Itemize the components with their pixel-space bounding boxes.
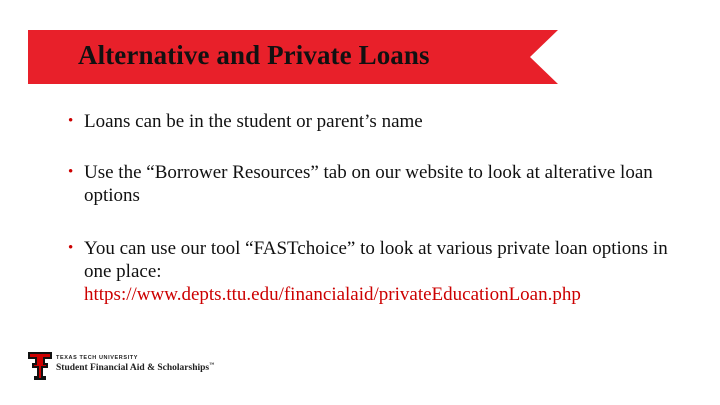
bullet-item xyxy=(68,110,688,133)
footer-branding xyxy=(28,350,214,380)
department-line xyxy=(56,363,214,374)
bullet-marker: • xyxy=(68,240,74,256)
university-name: TEXAS TECH UNIVERSITY xyxy=(56,354,138,361)
bullet-text: Use the “Borrower Resources” tab on our website to look at alterative loan options xyxy=(84,162,653,206)
bullet-marker: • xyxy=(68,113,74,129)
bullet-text: You can use our tool “FASTchoice” to look at various private loan options in one place: xyxy=(84,238,668,282)
department-name: Student Financial Aid & Scholarships xyxy=(56,363,210,374)
bullet-item xyxy=(68,161,688,207)
bullet-marker: • xyxy=(68,164,74,180)
bullet-text: Loans can be in the student or parent’s name xyxy=(84,111,423,132)
private-loan-link[interactable]: https://www.depts.ttu.edu/financialaid/privateEducationLoan.php xyxy=(84,284,581,305)
trademark-symbol: ™ xyxy=(209,363,215,369)
footer-text-block xyxy=(56,356,214,374)
bullet-list xyxy=(68,110,688,306)
bullet-item xyxy=(68,237,688,306)
title-banner xyxy=(28,30,558,84)
double-t-logo-icon xyxy=(28,350,52,380)
slide-title: Alternative and Private Loans xyxy=(78,40,430,70)
